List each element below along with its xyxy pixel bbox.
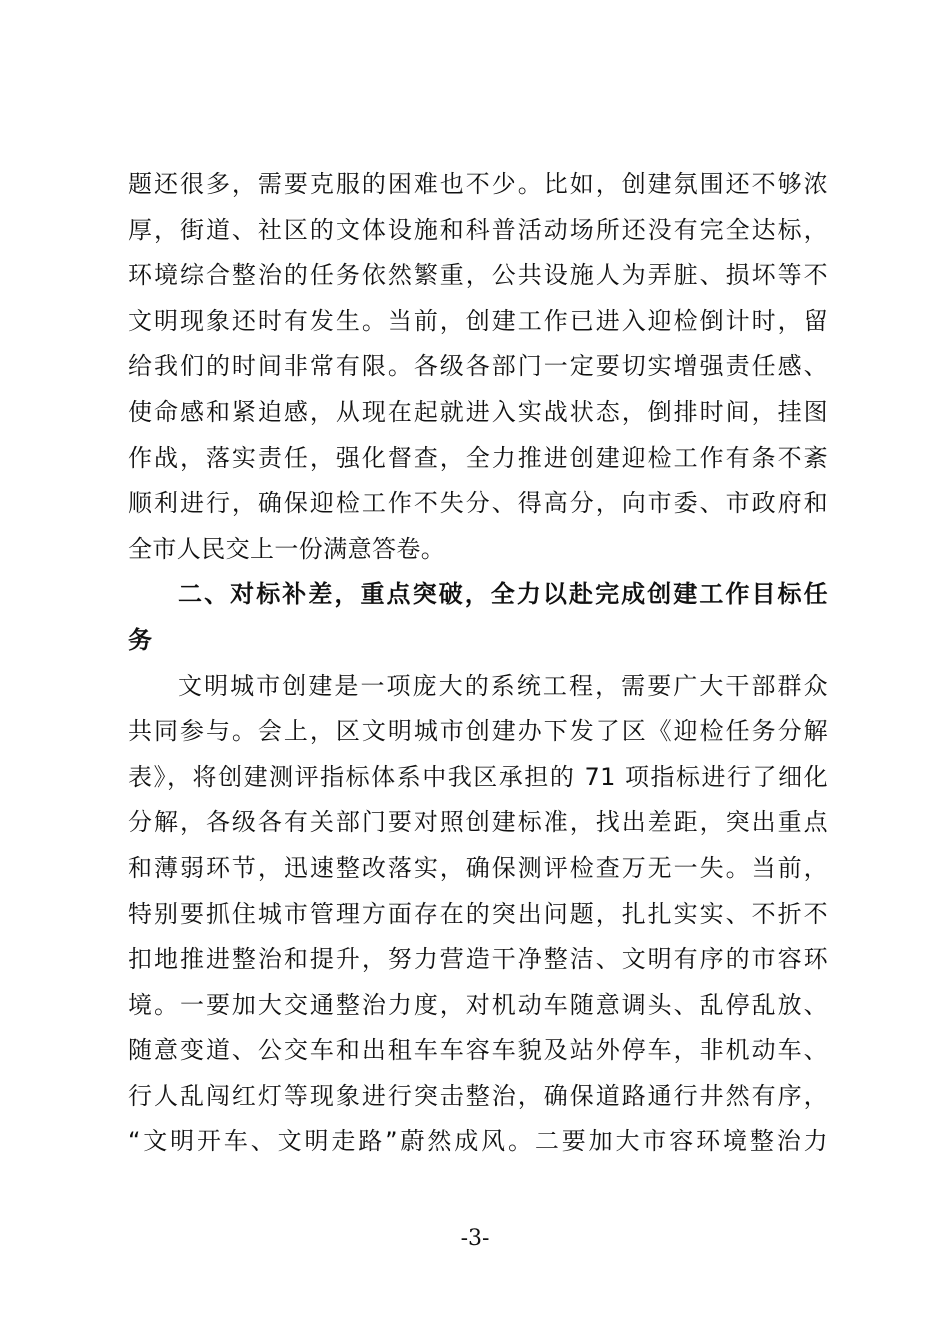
body-text	[128, 162, 828, 1165]
section-heading-line-1: 二、对标补差，重点突破，全力以赴完成创建工作目标任	[178, 580, 828, 609]
paragraph-line-22: “文明开车、文明走路”蔚然成风。二要加大市容环境整治力	[128, 1127, 828, 1156]
paragraph-line-5: 给我们的时间非常有限。各级各部门一定要切实增强责任感、	[128, 352, 828, 381]
paragraph-line-14: 表》，将创建测评指标体系中我区承担的 71 项指标进行了细化	[128, 762, 828, 791]
paragraph-line-15: 分解，各级各有关部门要对照创建标准，找出差距，突出重点	[128, 808, 828, 837]
section-heading-line-2: 务	[128, 625, 153, 654]
paragraph-line-2: 厚，街道、社区的文体设施和科普活动场所还没有完全达标，	[128, 215, 828, 244]
paragraph-line-9: 全市人民交上一份满意答卷。	[128, 534, 446, 563]
paragraph-line-16: 和薄弱环节，迅速整改落实，确保测评检查万无一失。当前，	[128, 853, 828, 882]
paragraph-line-17: 特别要抓住城市管理方面存在的突出问题，扎扎实实、不折不	[128, 899, 828, 928]
paragraph-line-7: 作战，落实责任，强化督查，全力推进创建迎检工作有条不紊	[128, 443, 828, 472]
paragraph-line-21: 行人乱闯红灯等现象进行突击整治，确保道路通行井然有序，	[128, 1081, 828, 1110]
paragraph-line-1: 题还很多，需要克服的困难也不少。比如，创建氛围还不够浓	[128, 170, 828, 198]
paragraph-line-12: 文明城市创建是一项庞大的系统工程，需要广大干部群众	[178, 671, 828, 700]
paragraph-line-19: 境。一要加大交通整治力度，对机动车随意调头、乱停乱放、	[128, 990, 828, 1019]
paragraph-line-20: 随意变道、公交车和出租车车容车貌及站外停车，非机动车、	[128, 1036, 828, 1065]
paragraph-line-8: 顺利进行，确保迎检工作不失分、得高分，向市委、市政府和	[128, 489, 828, 518]
paragraph-line-18: 扣地推进整治和提升，努力营造干净整洁、文明有序的市容环	[128, 945, 828, 974]
paragraph-line-13: 共同参与。会上，区文明城市创建办下发了区《迎检任务分解	[128, 717, 828, 746]
paragraph-line-6: 使命感和紧迫感，从现在起就进入实战状态，倒排时间，挂图	[128, 397, 828, 426]
paragraph-line-4: 文明现象还时有发生。当前，创建工作已进入迎检倒计时，留	[128, 306, 828, 335]
page-number: -3-	[460, 1226, 490, 1251]
paragraph-line-3: 环境综合整治的任务依然繁重，公共设施人为弄脏、损坏等不	[128, 261, 828, 290]
